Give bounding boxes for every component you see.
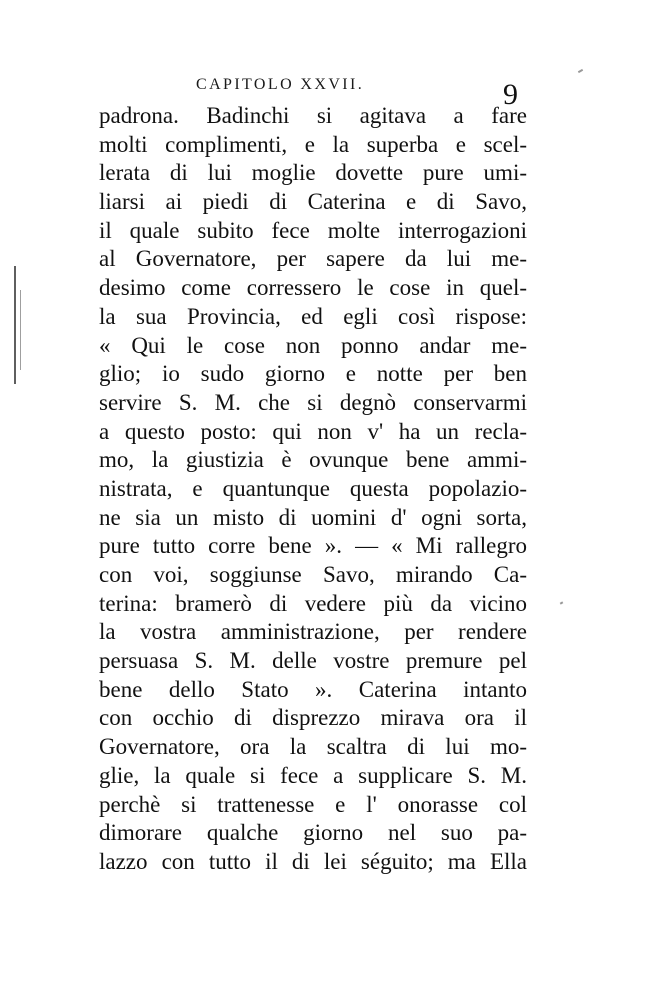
margin-binding-mark [20, 290, 21, 370]
text-line: la sua Provincia, ed egli così rispose: [99, 303, 527, 329]
text-line: nistrata, e quantunque questa popolazio- [99, 475, 527, 501]
text-line: molti complimenti, e la superba e scel- [99, 131, 527, 157]
text-line: pure tutto corre bene ». — « Mi rallegro [99, 533, 527, 559]
body-text [99, 102, 527, 877]
text-line: glie, la quale si fece a supplicare S. M. [99, 762, 527, 788]
text-line: Governatore, ora la scaltra di lui mo- [99, 734, 527, 760]
text-line: con occhio di disprezzo mirava ora il [99, 705, 527, 731]
text-line: ne sia un misto di uomini d' ogni sorta, [99, 504, 527, 530]
text-line: perchè si trattenesse e l' onorasse col [99, 791, 527, 817]
paper-speck [560, 601, 564, 604]
text-line: mo, la giustizia è ovunque bene ammi- [99, 447, 527, 473]
running-head: CAPITOLO XXVII. [196, 76, 365, 93]
text-line: al Governatore, per sapere da lui me- [99, 246, 527, 272]
text-line: a questo posto: qui non v' ha un recla- [99, 418, 527, 444]
text-line: dimorare qualche giorno nel suo pa- [99, 820, 527, 846]
text-line: lerata di lui moglie dovette pure umi- [99, 160, 527, 186]
paper-speck [578, 69, 583, 73]
page-number: 9 [503, 78, 518, 111]
text-line: terina: bramerò di vedere più da vicino [99, 590, 527, 616]
text-line: glio; io sudo giorno e notte per ben [99, 361, 527, 387]
text-line: padrona. Badinchi si agitava a fare [99, 103, 527, 128]
text-line: « Qui le cose non ponno andar me- [99, 332, 527, 358]
text-line: servire S. M. che si degnò conservarmi [99, 389, 527, 415]
text-line: desimo come corressero le cose in quel- [99, 275, 527, 301]
text-line: bene dello Stato ». Caterina intanto [99, 676, 527, 702]
text-line: il quale subito fece molte interrogazioni [99, 217, 527, 243]
text-line: persuasa S. M. delle vostre premure pel [99, 648, 527, 674]
text-line: con voi, soggiunse Savo, mirando Ca- [99, 562, 527, 587]
text-line: la vostra amministrazione, per rendere [99, 619, 527, 645]
text-line: liarsi ai piedi di Caterina e di Savo, [99, 189, 527, 215]
text-line: lazzo con tutto il di lei séguito; ma Ella [99, 848, 527, 874]
margin-binding-mark [14, 266, 16, 384]
